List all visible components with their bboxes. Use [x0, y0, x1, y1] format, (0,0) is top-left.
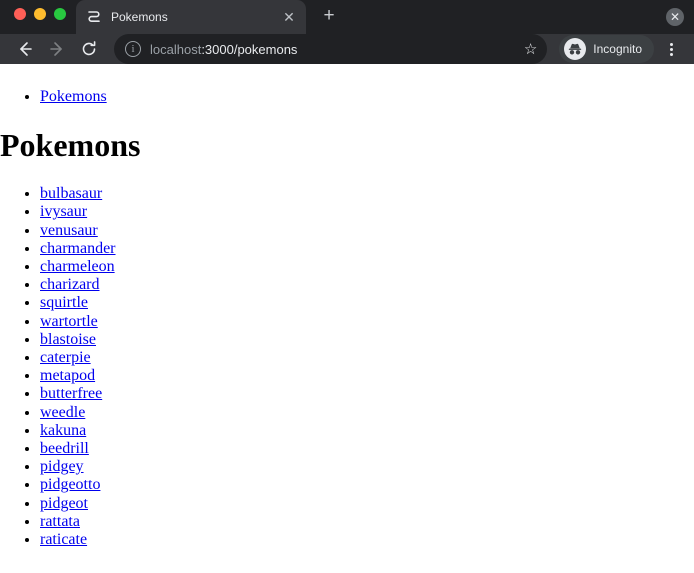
list-item	[40, 531, 686, 549]
window-traffic-lights	[8, 8, 76, 34]
incognito-profile-button[interactable]	[559, 35, 654, 63]
pokemon-link[interactable]: charizard	[40, 276, 100, 294]
list-item	[40, 458, 686, 476]
url-host: localhost	[150, 41, 202, 57]
list-item	[40, 313, 686, 331]
list-item	[40, 203, 686, 221]
pokemon-link[interactable]: blastoise	[40, 330, 96, 348]
reload-icon[interactable]	[74, 34, 104, 64]
address-bar[interactable]	[114, 34, 547, 64]
pokemon-link[interactable]: caterpie	[40, 349, 91, 367]
list-item	[40, 495, 686, 513]
url-text	[150, 42, 516, 57]
pokemon-link[interactable]: pidgeot	[40, 494, 88, 512]
list-item	[40, 513, 686, 531]
browser-tab[interactable]	[76, 0, 306, 34]
page-title: Pokemons	[0, 127, 141, 164]
pokemon-link[interactable]: weedle	[40, 403, 86, 421]
pokemon-link[interactable]: bulbasaur	[40, 185, 103, 203]
back-arrow-icon[interactable]	[10, 34, 40, 64]
tab-title: Pokemons	[111, 10, 168, 24]
pokemon-link[interactable]: kakuna	[40, 421, 87, 439]
list-item	[40, 331, 686, 349]
list-item	[40, 88, 686, 106]
pokemon-list	[0, 185, 686, 549]
list-item	[40, 258, 686, 276]
incognito-hat-icon	[564, 38, 586, 60]
close-window-button[interactable]	[14, 8, 26, 20]
pokemon-link[interactable]: wartortle	[40, 312, 98, 330]
site-info-icon[interactable]: i	[125, 41, 141, 57]
tab-strip	[0, 0, 694, 34]
list-item	[40, 294, 686, 312]
breadcrumb	[0, 88, 686, 106]
list-item	[40, 404, 686, 422]
pokemon-link[interactable]: rattata	[40, 512, 80, 530]
pokemon-link[interactable]: ivysaur	[40, 203, 88, 221]
pokemon-link[interactable]: charmeleon	[40, 258, 115, 276]
list-item	[40, 367, 686, 385]
list-item	[40, 476, 686, 494]
list-item	[40, 422, 686, 440]
list-item	[40, 349, 686, 367]
pokemon-link[interactable]: pidgey	[40, 458, 84, 476]
browser-toolbar	[0, 34, 694, 64]
page-content	[0, 64, 694, 573]
list-item	[40, 276, 686, 294]
list-item	[40, 222, 686, 240]
pokemon-link[interactable]: pidgeotto	[40, 476, 101, 494]
react-router-icon	[86, 9, 102, 25]
list-item	[40, 440, 686, 458]
new-tab-button[interactable]: +	[323, 5, 335, 26]
pokemon-link[interactable]: venusaur	[40, 221, 98, 239]
pokemon-link[interactable]: butterfree	[40, 385, 103, 403]
pokemon-link[interactable]: raticate	[40, 531, 88, 549]
list-item	[40, 385, 686, 403]
minimize-window-button[interactable]	[34, 8, 46, 20]
tabstrip-right-controls	[666, 8, 684, 26]
page-viewport	[0, 64, 694, 573]
bookmark-star-icon[interactable]: ☆	[523, 41, 538, 58]
incognito-label: Incognito	[593, 42, 642, 56]
forward-arrow-icon[interactable]	[42, 34, 72, 64]
list-item	[40, 240, 686, 258]
close-icon[interactable]: ✕	[666, 8, 684, 26]
maximize-window-button[interactable]	[54, 8, 66, 20]
breadcrumb-link-pokemons[interactable]: Pokemons	[40, 88, 107, 105]
pokemon-link[interactable]: squirtle	[40, 294, 88, 312]
pokemon-link[interactable]: beedrill	[40, 440, 89, 458]
pokemon-link[interactable]: charmander	[40, 239, 116, 257]
close-icon[interactable]: ✕	[283, 9, 295, 25]
pokemon-link[interactable]: metapod	[40, 367, 96, 385]
browser-menu-icon[interactable]	[658, 36, 684, 62]
list-item	[40, 185, 686, 203]
url-path: :3000/pokemons	[201, 41, 298, 57]
